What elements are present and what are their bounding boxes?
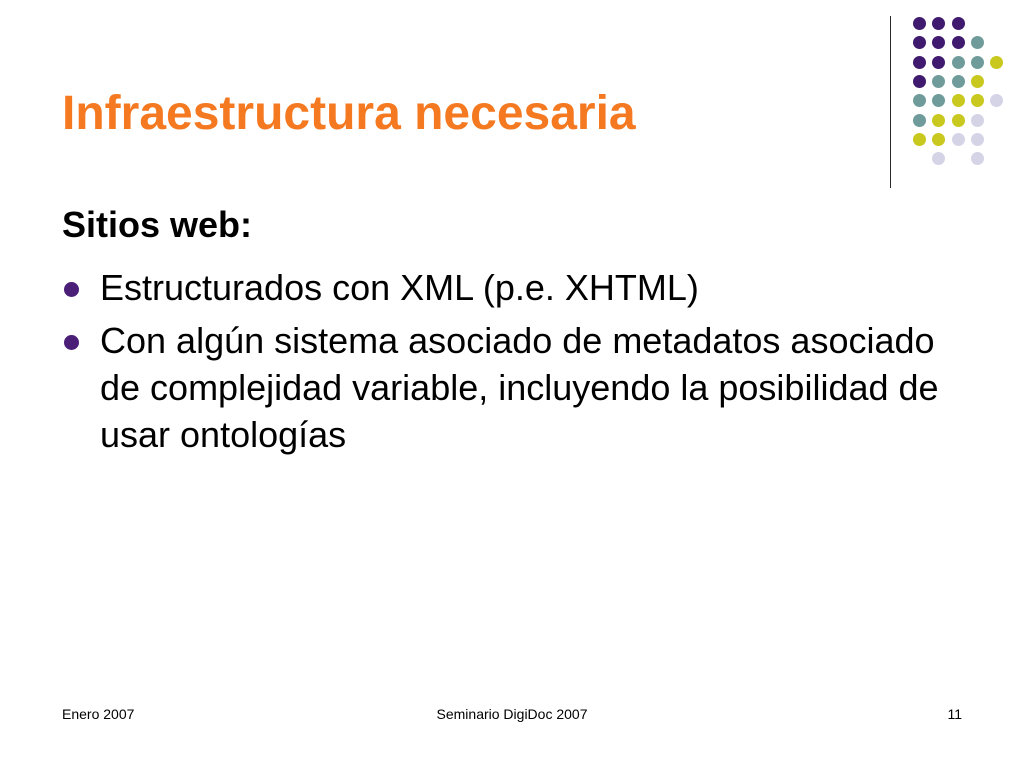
decorative-dot [932, 133, 945, 146]
decorative-dot [952, 17, 965, 30]
decorative-dot [952, 36, 965, 49]
bullet-item [62, 264, 982, 311]
decorative-dot [952, 133, 965, 146]
decorative-dot [971, 94, 984, 107]
decorative-dot [932, 36, 945, 49]
bullet-text: Estructurados con XML (p.e. XHTML) [100, 267, 699, 308]
decorative-dot [932, 152, 945, 165]
decorative-dot [971, 114, 984, 127]
decorative-dot [913, 94, 926, 107]
bullet-text: Con algún sistema asociado de metadatos asociado de complejidad variable, incluyendo la posibilidad de usar ontologías [100, 320, 939, 455]
decorative-dot [952, 75, 965, 88]
decorative-dot [932, 56, 945, 69]
bullet-dot-icon [64, 335, 79, 350]
footer-date: Enero 2007 [62, 706, 135, 722]
decorative-dot [913, 36, 926, 49]
decorative-dot [913, 133, 926, 146]
decorative-dot [971, 75, 984, 88]
bullet-list [62, 264, 982, 464]
decorative-dot [952, 94, 965, 107]
decorative-dot [932, 94, 945, 107]
decorative-dot [971, 152, 984, 165]
vertical-divider [890, 16, 891, 188]
decorative-dot [952, 56, 965, 69]
slide-title: Infraestructura necesaria [62, 87, 636, 140]
slide-subtitle: Sitios web: [62, 204, 253, 245]
footer-page-number: 11 [947, 706, 962, 722]
decorative-dot [932, 114, 945, 127]
bullet-dot-icon [64, 282, 79, 297]
footer-event: Seminario DigiDoc 2007 [436, 706, 588, 722]
decorative-dot [932, 75, 945, 88]
decorative-dot [952, 114, 965, 127]
decorative-dot [971, 36, 984, 49]
decorative-dot [990, 56, 1003, 69]
decorative-dot [913, 114, 926, 127]
decorative-dot [932, 17, 945, 30]
bullet-item [62, 317, 982, 458]
decorative-dot [990, 94, 1003, 107]
decorative-dot [913, 17, 926, 30]
decorative-dot [971, 56, 984, 69]
decorative-dot [913, 75, 926, 88]
decorative-dot [971, 133, 984, 146]
decorative-dot [913, 56, 926, 69]
